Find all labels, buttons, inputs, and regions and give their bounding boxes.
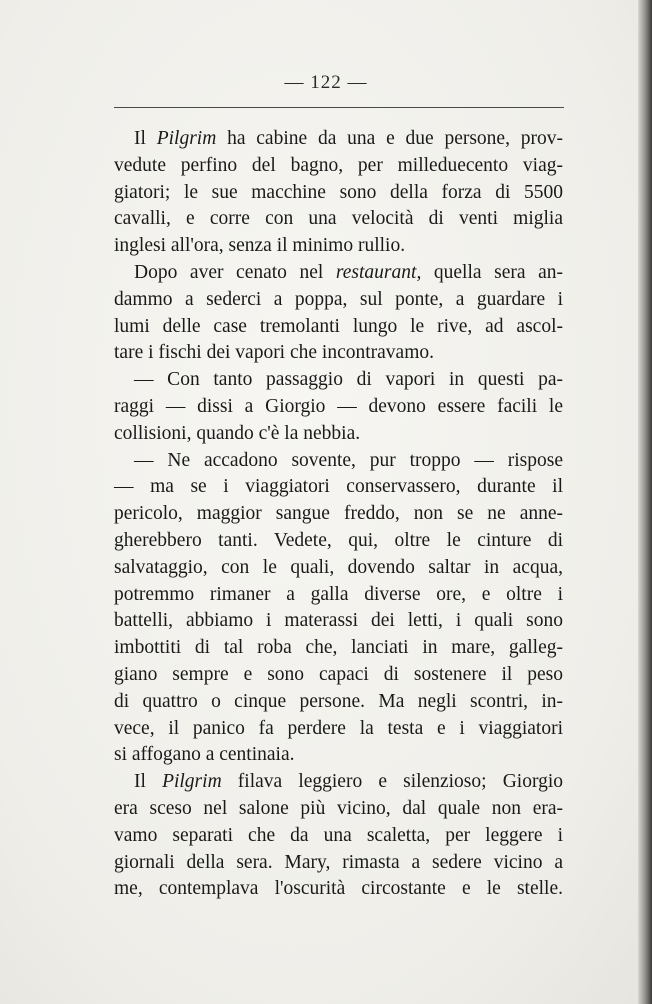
text-run: imbottiti di tal roba che, lanciati in mare, galleg- [114,637,563,659]
text-line [114,340,563,367]
text-run: si affogano a centinaia. [114,744,295,766]
text-run: giano sempre e sono capaci di sostenere il peso [114,663,563,685]
italic-term: Pilgrim [156,128,217,149]
text-line [114,716,563,743]
text-line [114,742,563,769]
text-line [114,314,563,341]
text-run: salvataggio, con le quali, dovendo saltar in acqua, [114,556,563,578]
text-run: era sceso nel salone più vicino, dal quale non era- [114,797,563,819]
text-line [114,555,563,582]
text-run: vamo separati che da una scaletta, per leggere i [114,824,563,846]
text-line [114,769,563,796]
text-line [114,850,563,877]
text-run: gherebbero tanti. Vedete, qui, oltre le cinture di [114,529,563,551]
text-line [114,823,563,850]
text-line [114,367,563,394]
page-number: — 122 — [284,72,368,93]
text-line [114,260,563,287]
text-run: giornali della sera. Mary, rimasta a sedere vicino a [114,851,563,873]
text-line [114,689,563,716]
paragraph [114,126,563,260]
italic-term: restaurant, [335,261,422,283]
text-line [114,501,563,528]
text-run: giatori; le sue macchine sono della forza di 5500 [114,181,563,203]
text-run: ha cabine da una e due persone, prov- [216,128,563,149]
text-line [114,287,563,314]
text-run: Dopo aver cenato nel [134,261,336,283]
text-run: battelli, abbiamo i materassi dei letti, i quali sono [114,610,563,632]
text-line [114,153,563,180]
text-line [114,394,563,421]
text-run: vedute perfino del bagno, per milleduecento viag- [114,154,563,176]
paragraph [114,769,563,903]
paragraph [114,367,563,447]
paragraph [114,260,563,367]
text-line [114,233,563,260]
text-line [114,206,563,233]
header-rule [114,107,564,108]
text-run: potremmo rimaner a galla diverse ore, e oltre i [114,583,563,605]
paragraph [114,448,563,770]
text-line [114,796,563,823]
text-run: lumi delle case tremolanti lungo le rive, ad ascol- [114,315,563,337]
text-run: — Con tanto passaggio di vapori in questi pa- [134,369,563,391]
text-run: inglesi all'ora, senza il minimo rullio. [114,235,406,257]
text-run: — ma se i viaggiatori conservassero, durante il [114,476,563,498]
text-line [114,421,563,448]
text-run: dammo a sederci a poppa, sul ponte, a guardare i [114,288,563,310]
text-run: me, contemplava l'oscurità circostante e le stelle. [114,878,563,900]
text-run: Il [134,128,157,149]
text-run: tare i fischi dei vapori che incontravamo. [114,342,434,364]
italic-term: Pilgrim [162,771,222,793]
text-line [114,528,563,555]
text-run: cavalli, e corre con una velocità di venti miglia [114,208,563,230]
text-line [114,876,563,903]
text-run: quella sera an- [421,261,563,283]
text-run: — Ne accadono sovente, pur troppo — rispose [134,449,563,471]
text-line [114,448,563,475]
text-line [114,126,563,153]
text-line [114,474,563,501]
text-run: vece, il panico fa perdere la testa e i viaggiatori [114,717,563,739]
text-run: raggi — dissi a Giorgio — devono essere facili le [114,395,563,417]
text-line [114,662,563,689]
text-run: di quattro o cinque persone. Ma negli scontri, in- [114,690,563,712]
text-run: Il [134,771,163,793]
page-edge-shadow [638,0,652,1004]
text-line [114,582,563,609]
text-run: pericolo, maggior sangue freddo, non se ne anne- [114,503,563,525]
text-line [114,608,563,635]
text-run: collisioni, quando c'è la nebbia. [114,422,361,444]
body-text [114,126,563,903]
text-line [114,180,563,207]
text-line [114,635,563,662]
text-run: filava leggiero e silenzioso; Giorgio [221,771,563,793]
